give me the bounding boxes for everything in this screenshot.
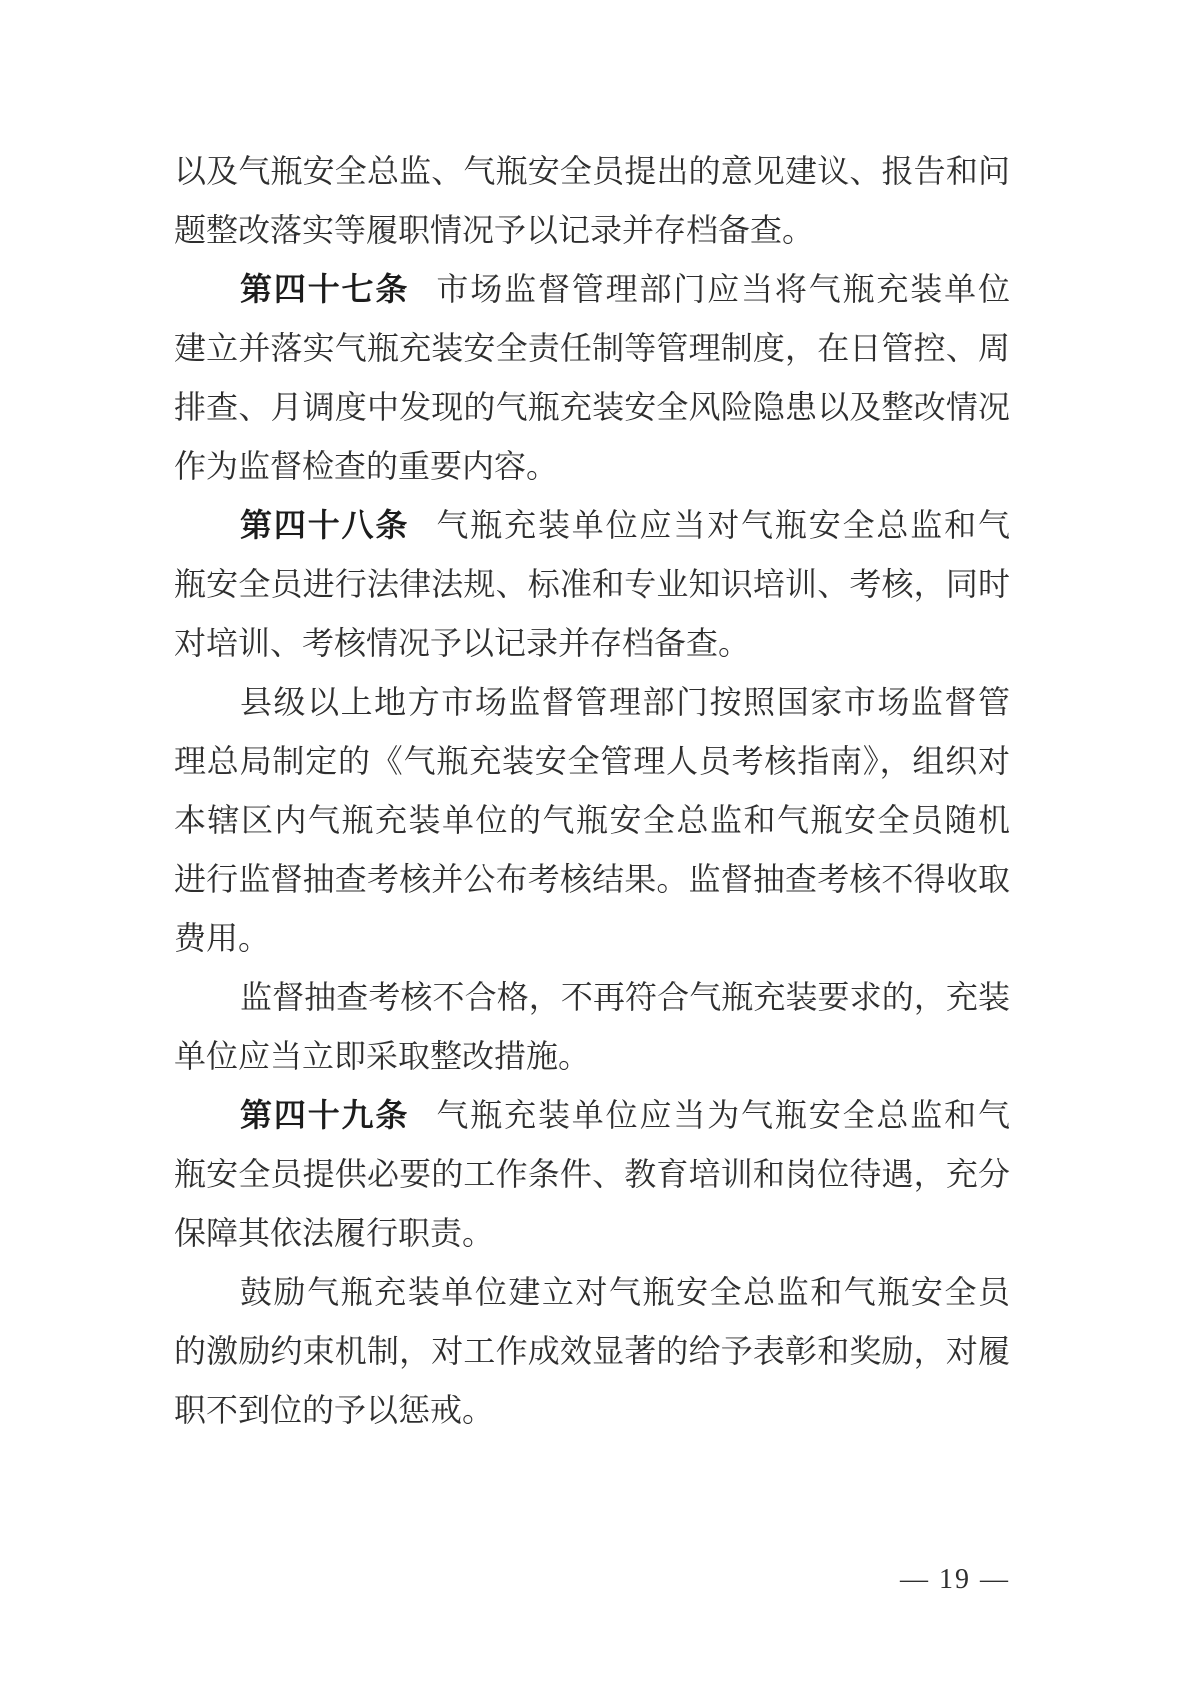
document-body [174, 142, 1010, 1440]
text-line [174, 1322, 1010, 1381]
text-line [174, 1263, 1010, 1322]
line-text: 题整改落实等履职情况予以记录并存档备查。 [174, 212, 815, 248]
line-text: 本辖区内气瓶充装单位的气瓶安全总监和气瓶安全员随机 [174, 802, 1010, 838]
line-text: 市场监督管理部门应当将气瓶充装单位 [436, 271, 1010, 307]
text-line [174, 850, 1010, 909]
page-number: — 19 — [900, 1564, 1010, 1595]
line-text: 理总局制定的《气瓶充装安全管理人员考核指南》，组织对 [174, 743, 1010, 779]
text-line [174, 673, 1010, 732]
text-line [174, 142, 1010, 201]
line-text: 费用。 [174, 920, 271, 956]
line-text: 气瓶充装单位应当对气瓶安全总监和气 [436, 507, 1010, 543]
article-number: 第四十七条 [240, 271, 410, 307]
line-text: 气瓶充装单位应当为气瓶安全总监和气 [436, 1097, 1010, 1133]
line-text: 职不到位的予以惩戒。 [174, 1392, 495, 1428]
text-line [174, 378, 1010, 437]
text-line [174, 555, 1010, 614]
text-line [174, 1027, 1010, 1086]
text-line [174, 614, 1010, 673]
line-text: 县级以上地方市场监督管理部门按照国家市场监督管 [240, 684, 1010, 720]
text-line [174, 437, 1010, 496]
article-number: 第四十八条 [240, 507, 410, 543]
line-text: 对培训、考核情况予以记录并存档备查。 [174, 625, 751, 661]
text-line-article-47 [174, 260, 1010, 319]
text-line-article-48 [174, 496, 1010, 555]
text-line [174, 1381, 1010, 1440]
text-line [174, 791, 1010, 850]
text-line [174, 1145, 1010, 1204]
line-text: 以及气瓶安全总监、气瓶安全员提出的意见建议、报告和问 [174, 153, 1010, 189]
line-text: 瓶安全员进行法律法规、标准和专业知识培训、考核，同时 [174, 566, 1010, 602]
text-line [174, 319, 1010, 378]
text-line [174, 732, 1010, 791]
line-text: 鼓励气瓶充装单位建立对气瓶安全总监和气瓶安全员 [240, 1274, 1010, 1310]
line-text: 瓶安全员提供必要的工作条件、教育培训和岗位待遇，充分 [174, 1156, 1010, 1192]
line-text: 单位应当立即采取整改措施。 [174, 1038, 591, 1074]
line-text: 建立并落实气瓶充装安全责任制等管理制度，在日管控、周 [174, 330, 1010, 366]
article-number: 第四十九条 [240, 1097, 410, 1133]
line-text: 的激励约束机制，对工作成效显著的给予表彰和奖励，对履 [174, 1333, 1010, 1369]
line-text: 排查、月调度中发现的气瓶充装安全风险隐患以及整改情况 [174, 389, 1010, 425]
text-line [174, 201, 1010, 260]
line-text: 作为监督检查的重要内容。 [174, 448, 559, 484]
text-line [174, 968, 1010, 1027]
text-line [174, 1204, 1010, 1263]
line-text: 进行监督抽查考核并公布考核结果。监督抽查考核不得收取 [174, 861, 1010, 897]
text-line [174, 909, 1010, 968]
text-line-article-49 [174, 1086, 1010, 1145]
line-text: 监督抽查考核不合格，不再符合气瓶充装要求的，充装 [240, 979, 1010, 1015]
line-text: 保障其依法履行职责。 [174, 1215, 495, 1251]
